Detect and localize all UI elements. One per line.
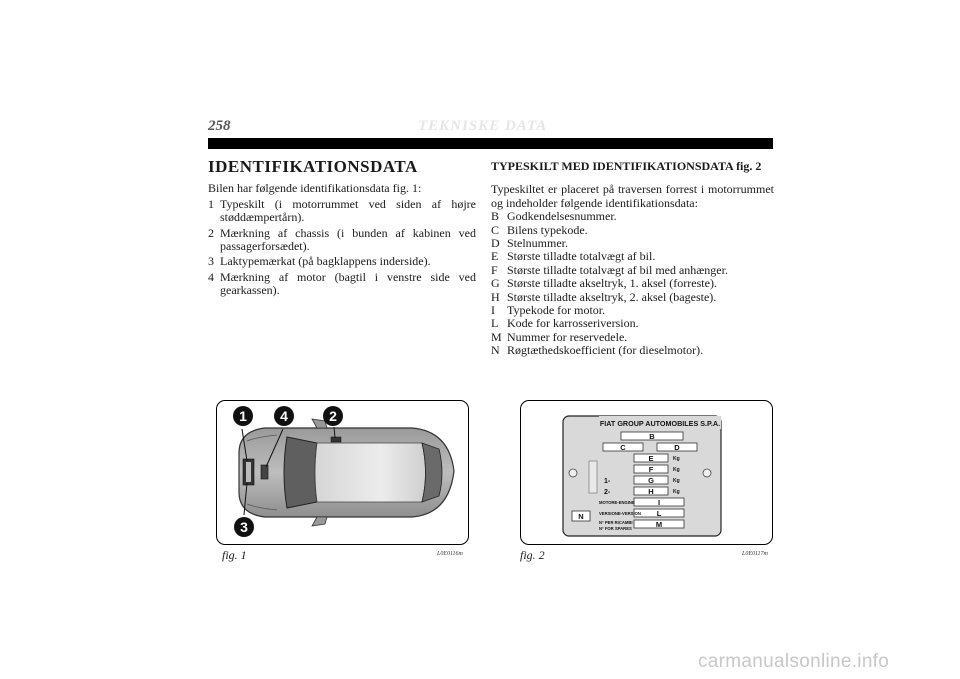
list-item	[491, 237, 774, 250]
plate-field-c: C	[620, 443, 626, 452]
item-key: E	[491, 249, 499, 264]
item-number: 4	[208, 269, 214, 284]
item-key: G	[491, 276, 500, 291]
item-text: Røgtæthedskoefficient (for dieselmotor).	[507, 343, 704, 358]
item-key: M	[491, 329, 502, 344]
plate-field-l: L	[656, 509, 662, 518]
rivet-icon	[703, 469, 711, 477]
section-title: TEKNISKE DATA	[418, 118, 548, 134]
item-text: Største tilladte akseltryk, 2. aksel (bageste).	[507, 289, 717, 304]
left-column	[208, 157, 476, 300]
item-key: H	[491, 289, 500, 304]
identification-heading: IDENTIFIKATIONSDATA	[208, 157, 418, 176]
list-item	[491, 331, 774, 344]
list-item	[208, 271, 476, 298]
plate-field-d: D	[674, 443, 680, 452]
item-key: C	[491, 222, 500, 237]
callout-3-label: 3	[240, 519, 248, 535]
unit-kg-f: Kg	[673, 467, 680, 473]
figure-2-code: L0E0117m	[742, 551, 768, 557]
unit-kg-e: Kg	[673, 456, 680, 462]
car-illustration	[217, 401, 468, 544]
plate-field-h: H	[648, 487, 654, 496]
item-text: Mærkning af chassis (i bunden af kabinen ved passagerforsædet).	[220, 225, 476, 254]
item-text: Laktypemærkat (på bagklappens inderside).	[220, 254, 431, 269]
list-item	[491, 317, 774, 330]
list-item	[491, 291, 774, 304]
plate-field-f: F	[648, 465, 654, 474]
list-item	[208, 198, 476, 225]
item-key: L	[491, 316, 499, 331]
item-text: Nummer for reservedele.	[507, 329, 628, 344]
callout-4-label: 4	[280, 408, 288, 424]
unit-kg-g: Kg	[673, 478, 680, 484]
figure-1-caption: fig. 1	[222, 548, 247, 562]
header-rule	[208, 138, 773, 149]
plate-field-n: N	[578, 512, 584, 521]
item-text: Typekode for motor.	[507, 303, 606, 318]
list-item	[491, 277, 774, 290]
list-item	[491, 264, 774, 277]
spares-label-1: N° PER RICAMBI	[599, 520, 633, 525]
list-item	[491, 304, 774, 317]
axle-1-label: 1-	[604, 478, 611, 485]
item-key: D	[491, 236, 500, 251]
spares-label-2: N° FOR SPARES	[599, 526, 632, 531]
figure-1-car-top-view	[216, 400, 469, 545]
axle-2-label: 2-	[604, 489, 611, 496]
figure-1-code: L0E0116m	[437, 551, 463, 557]
callout-1-label: 1	[239, 408, 247, 424]
plate-field-b: B	[649, 432, 655, 441]
item-number: 1	[208, 196, 214, 211]
item-key: I	[491, 303, 495, 318]
item-key: N	[491, 343, 500, 358]
item-text: Kode for karrosseriversion.	[507, 316, 639, 331]
plate-title: FIAT GROUP AUTOMOBILES S.P.A.	[599, 419, 721, 428]
figure-2-identification-plate	[520, 400, 773, 545]
version-label: VERSIONE-VERSION	[599, 511, 641, 516]
list-item	[491, 210, 774, 223]
rivet-icon	[569, 469, 577, 477]
item-text: Stelnummer.	[507, 236, 568, 251]
list-item	[491, 224, 774, 237]
unit-kg-h: Kg	[673, 489, 680, 495]
identification-intro: Bilen har følgende identifikationsdata fig. 1:	[208, 181, 422, 196]
plate-field-m: M	[655, 520, 663, 529]
item-text: Godkendelsesnummer.	[507, 209, 617, 224]
plate-field-i: I	[657, 498, 661, 507]
item-number: 3	[208, 254, 214, 269]
plate-field-g: G	[648, 476, 654, 485]
item-number: 2	[208, 225, 214, 240]
item-text: Mærkning af motor (bagtil i venstre side ved gearkassen).	[220, 269, 476, 298]
item-key: F	[491, 262, 498, 277]
item-text: Største tilladte akseltryk, 1. aksel (forreste).	[507, 276, 717, 291]
item-key: B	[491, 209, 500, 224]
item-text: Typeskilt (i motorrummet ved siden af højre støddæmpertårn).	[220, 196, 476, 225]
callout-2-label: 2	[329, 408, 337, 424]
list-item	[208, 227, 476, 254]
motor-engine-label: MOTORE-ENGINE	[599, 500, 635, 505]
page-number: 258	[208, 118, 231, 134]
list-item	[491, 250, 774, 263]
identification-list	[208, 198, 476, 298]
figure-2-caption: fig. 2	[520, 548, 545, 562]
list-item	[208, 255, 476, 268]
right-column	[491, 160, 774, 358]
plate-intro: Typeskiltet er placeret på traversen forrest i motorrummet og indeholder følgende identifikationsdata:	[491, 182, 774, 210]
plate-data-list	[491, 210, 774, 357]
item-text: Største tilladte totalvægt af bil.	[507, 249, 656, 264]
item-text: Bilens typekode.	[507, 222, 588, 237]
plate-illustration	[521, 401, 772, 544]
plate-heading: TYPESKILT MED IDENTIFIKATIONSDATA fig. 2	[491, 159, 762, 173]
plate-field-e: E	[648, 454, 654, 463]
watermark: carmanualsonline.info	[698, 651, 890, 672]
list-item	[491, 344, 774, 357]
item-text: Største tilladte totalvægt af bil med anhænger.	[507, 262, 728, 277]
chassis-marking-icon	[331, 437, 341, 442]
